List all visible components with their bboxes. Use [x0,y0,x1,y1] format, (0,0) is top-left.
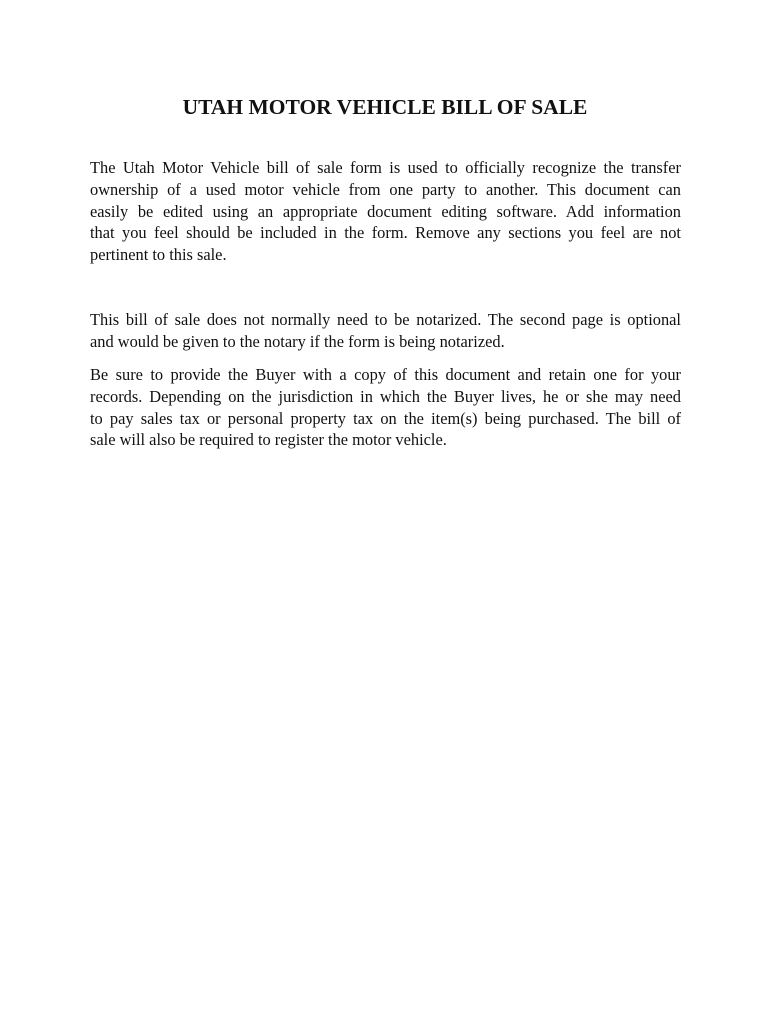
document-title: UTAH MOTOR VEHICLE BILL OF SALE [182,95,588,119]
paragraph-line: to pay sales tax or personal property tax on the item(s) being purchased. The bill of [90,408,681,428]
paragraph-line: The Utah Motor Vehicle bill of sale form is used to officially recognize the transfer [90,158,681,177]
paragraph-line: records. Depending on the jurisdiction in which the Buyer lives, he or she may need [90,386,681,406]
paragraph-line: This bill of sale does not normally need to be notarized. The second page is optional [90,310,681,329]
paragraph-line: easily be edited using an appropriate document editing software. Add information [90,201,681,221]
paragraph-line: that you feel should be included in the form. Remove any sections you feel are not [90,223,681,243]
paragraph-line: and would be given to the notary if the form is being notarized. [90,331,505,351]
paragraph-line: sale will also be required to register the motor vehicle. [90,430,447,450]
paragraph-line: pertinent to this sale. [90,245,227,265]
notarization-paragraph [90,309,681,353]
intro-paragraph [90,157,681,266]
paragraph-line: ownership of a used motor vehicle from one party to another. This document can [90,179,681,199]
paragraph-line: Be sure to provide the Buyer with a copy of this document and retain one for your [90,365,681,384]
buyer-instructions-paragraph [90,364,681,451]
